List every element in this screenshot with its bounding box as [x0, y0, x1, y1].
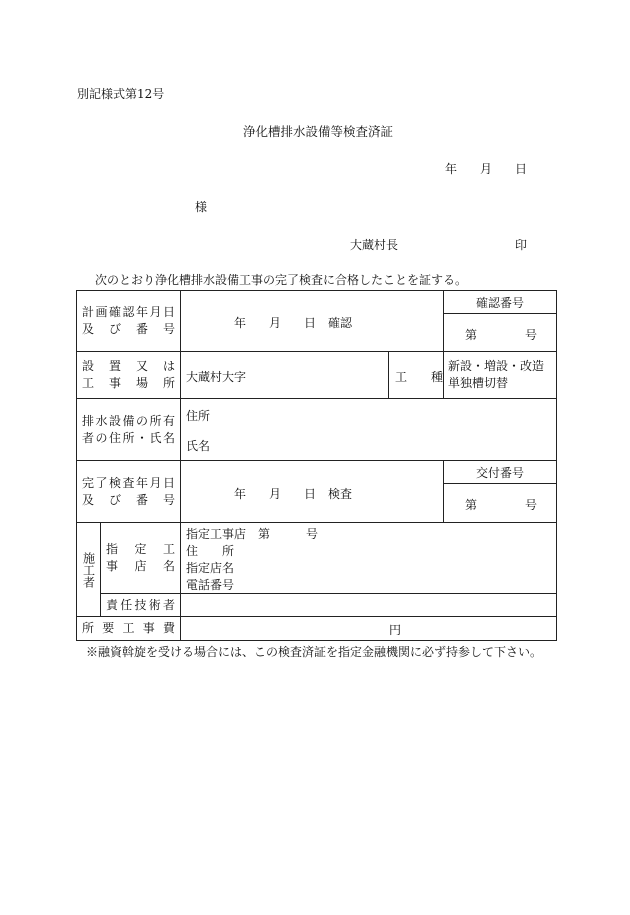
issuer-name: 大蔵村長	[350, 238, 399, 252]
cost-label	[82, 617, 175, 640]
shop-address-label: 住 所	[186, 544, 235, 558]
date-month: 月	[480, 162, 493, 176]
owner-label	[82, 399, 175, 460]
contractor-group-label	[77, 523, 100, 616]
shop-details	[186, 526, 318, 594]
shop-registration-go: 号	[306, 527, 319, 541]
completion-date-year: 年	[234, 487, 247, 501]
plan-date-month: 月	[269, 316, 282, 330]
confirmation-number-go: 号	[525, 328, 538, 342]
owner-label-line1: 排水設備の所有	[82, 413, 175, 428]
plan-date-suffix: 確認	[328, 316, 353, 330]
confirmation-number-header: 確認番号	[476, 296, 525, 310]
shop-registration-line	[186, 526, 318, 543]
issue-number-header: 交付番号	[476, 466, 525, 480]
owner-label-line2: 者の住所・氏名	[82, 430, 175, 445]
site-label-line2: 工事場所	[82, 376, 175, 390]
date-day: 日	[515, 162, 528, 176]
shop-label-line1: 指定工	[106, 542, 175, 556]
plan-date-day: 日	[304, 316, 317, 330]
shop-label	[106, 523, 175, 593]
confirmation-number-dai: 第	[465, 328, 478, 342]
engineer-label	[106, 594, 175, 616]
plan-date-year: 年	[234, 316, 247, 330]
owner-address-label: 住所	[186, 409, 211, 423]
shop-name-label: 指定店名	[186, 561, 235, 575]
plan-label	[82, 291, 175, 351]
issue-number-go: 号	[525, 498, 538, 512]
work-type-line2: 単独槽切替	[448, 376, 509, 390]
shop-registration-dai: 第	[258, 527, 271, 541]
completion-date-day: 日	[304, 487, 317, 501]
plan-label-line2: 及び番号	[82, 322, 175, 336]
document-title: 浄化槽排水設備等検査済証	[243, 124, 394, 139]
owner-name-label: 氏名	[186, 439, 211, 453]
work-type-line1: 新設・増設・改造	[448, 359, 545, 373]
completion-label-line2: 及び番号	[82, 492, 175, 507]
seal-mark: 印	[515, 238, 528, 252]
work-type-options	[448, 358, 544, 392]
completion-label-line1: 完了検査年月日	[82, 475, 175, 490]
cost-unit: 円	[389, 623, 402, 637]
cost-label-text: 所要工事費	[82, 621, 175, 635]
intro-text: 次のとおり浄化槽排水設備工事の完了検査に合格したことを証する。	[95, 273, 468, 287]
contractor-group-text: 施工者	[81, 551, 96, 588]
site-label	[82, 352, 175, 398]
completion-date-month: 月	[269, 487, 282, 501]
form-number: 別記様式第12号	[77, 87, 165, 101]
recipient-suffix: 様	[195, 200, 208, 214]
completion-label	[82, 461, 175, 522]
work-type-label: 工 種	[395, 370, 444, 384]
shop-label-line2: 事店名	[106, 559, 175, 573]
site-label-line1: 設置又は	[82, 359, 175, 373]
shop-registration-prefix: 指定工事店	[186, 527, 247, 541]
site-value: 大蔵村大字	[186, 370, 247, 384]
plan-label-line1: 計画確認年月日	[82, 305, 175, 319]
completion-date-suffix: 検査	[328, 487, 353, 501]
issue-number-dai: 第	[465, 498, 478, 512]
date-year: 年	[445, 162, 458, 176]
engineer-label-text: 責任技術者	[106, 597, 175, 612]
footnote: ※融資斡旋を受ける場合には、この検査済証を指定金融機関に必ず持参して下さい。	[86, 645, 543, 659]
shop-phone-label: 電話番号	[186, 578, 235, 592]
